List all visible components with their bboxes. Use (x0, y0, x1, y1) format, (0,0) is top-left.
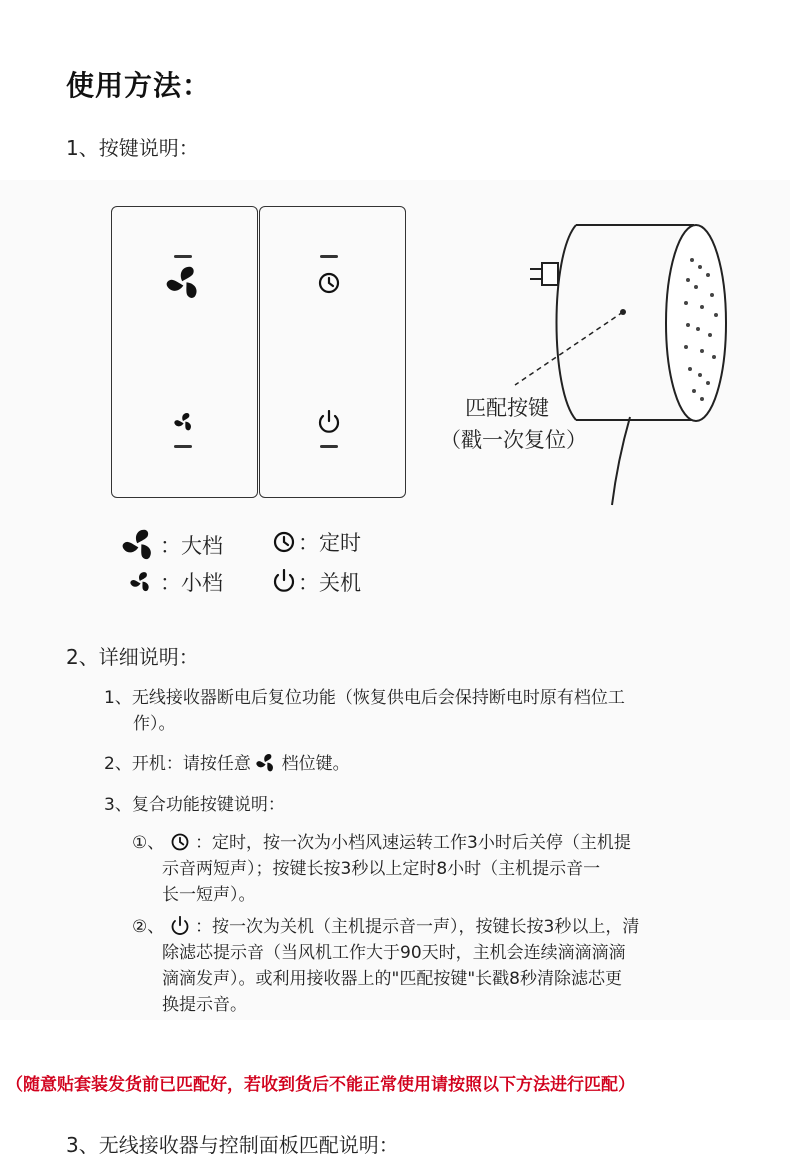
clock-icon (170, 832, 190, 852)
sub-item-2 (132, 914, 639, 940)
detail-item-2 (104, 751, 350, 777)
section1-heading: 1、按键说明： (66, 136, 199, 160)
detail-item-1: 1、无线接收器断电后复位功能（恢复供电后会保持断电时原有档位工 (104, 688, 625, 708)
power-icon[interactable] (317, 410, 341, 434)
fan-small-icon (130, 571, 152, 593)
legend-power: ：关机 (298, 571, 361, 595)
section2-heading: 2、详细说明： (66, 645, 199, 669)
clock-icon[interactable] (317, 271, 341, 295)
fan-large-icon (256, 753, 276, 773)
indicator-light (320, 445, 338, 448)
power-icon (170, 916, 190, 936)
sub-item-2-text: ：按一次为关机（主机提示音一声），按键长按3秒以上，清 (195, 917, 640, 937)
receiver-drawing (430, 205, 730, 515)
fan-large-icon[interactable] (166, 265, 202, 301)
sub-item-2-number: ②、 (132, 917, 165, 937)
fan-large-icon (122, 528, 156, 562)
sub-item-1-number: ①、 (132, 833, 165, 853)
indicator-light (174, 255, 192, 258)
sub-item-2-line4: 换提示音。 (162, 995, 247, 1015)
sub-item-1-line3: 长一短声）。 (162, 885, 256, 905)
indicator-light (320, 255, 338, 258)
detail-item-1-cont: 作）。 (133, 714, 176, 734)
sub-item-2-line3: 滴滴发声）。或利用接收器上的"匹配按键"长戳8秒清除滤芯更 (162, 969, 622, 989)
legend-fan-large: ：大档 (160, 534, 223, 558)
detail-item-3: 3、复合功能按键说明： (104, 795, 285, 815)
sub-item-1 (132, 830, 631, 856)
sub-item-2-line2: 除滤芯提示音（当风机工作大于90天时，主机会连续滴滴滴滴 (162, 943, 626, 963)
matching-notice: （随意贴套装发货前已匹配好，若收到货后不能正常使用请按照以下方法进行匹配） (6, 1075, 635, 1095)
match-button-hint: （戳一次复位） (440, 428, 587, 452)
panel-right (259, 206, 406, 498)
legend-clock: ：定时 (298, 531, 361, 555)
fan-small-icon[interactable] (174, 412, 194, 432)
page-title: 使用方法： (66, 69, 212, 102)
panel-left (111, 206, 258, 498)
indicator-light (174, 445, 192, 448)
section3-heading: 3、无线接收器与控制面板匹配说明： (66, 1133, 399, 1157)
clock-icon (272, 530, 296, 554)
sub-item-1-line2: 示音两短声）；按键长按3秒以上定时8小时（主机提示音一 (162, 859, 601, 879)
detail-item-2-prefix: 2、开机：请按任意 (104, 754, 251, 774)
legend-fan-small: ：小档 (160, 571, 223, 595)
match-button-label: 匹配按键 (465, 396, 549, 420)
detail-item-2-suffix: 档位键。 (281, 754, 350, 774)
sub-item-1-text: ：定时，按一次为小档风速运转工作3小时后关停（主机提 (195, 833, 631, 853)
power-icon (272, 569, 296, 593)
